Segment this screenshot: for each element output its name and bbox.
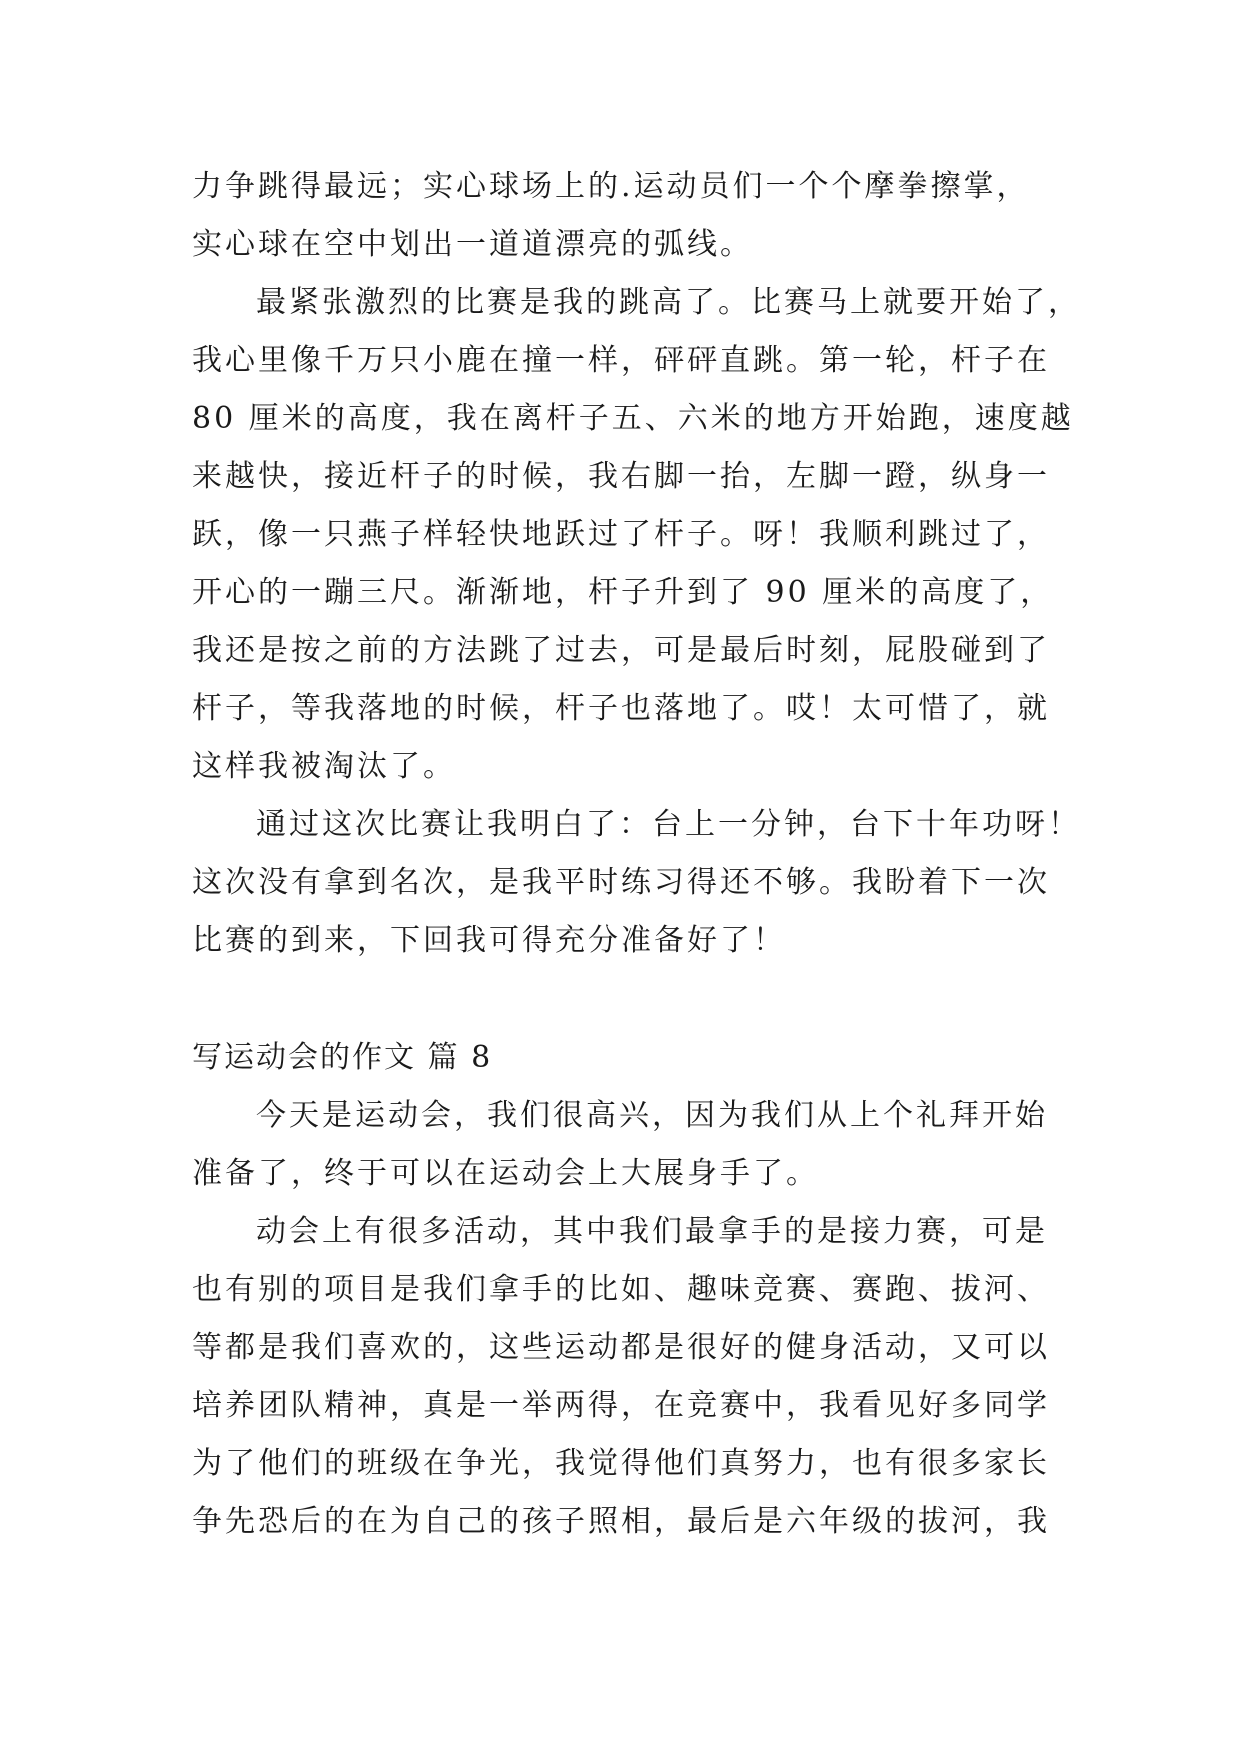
text-line: 动会上有很多活动，其中我们最拿手的是接力赛，可是: [256, 1214, 1048, 1249]
text-line: 开心的一蹦三尺。渐渐地，杆子升到了 90 厘米的高度了，: [192, 575, 1054, 610]
text-line: 今天是运动会，我们很高兴，因为我们从上个礼拜开始: [256, 1098, 1048, 1133]
text-line: 这样我被淘汰了。: [192, 749, 456, 784]
text-line: 80 厘米的高度，我在离杆子五、六米的地方开始跑，速度越: [192, 401, 1074, 436]
section-heading: 写运动会的作文 篇 8: [192, 1040, 493, 1075]
text-line: 我心里像千万只小鹿在撞一样，砰砰直跳。第一轮，杆子在: [192, 343, 1050, 378]
text-line: 这次没有拿到名次，是我平时练习得还不够。我盼着下一次: [192, 865, 1050, 900]
text-line: 力争跳得最远；实心球场上的.运动员们一个个摩拳擦掌，: [192, 169, 1030, 204]
text-line: 我还是按之前的方法跳了过去，可是最后时刻，屁股碰到了: [192, 633, 1050, 668]
text-line: 最紧张激烈的比赛是我的跳高了。比赛马上就要开始了，: [256, 285, 1081, 320]
text-line: 杆子，等我落地的时候，杆子也落地了。哎！太可惜了，就: [192, 691, 1050, 726]
text-line: 也有别的项目是我们拿手的比如、趣味竞赛、赛跑、拔河、: [192, 1272, 1050, 1307]
text-line: 跃，像一只燕子样轻快地跃过了杆子。呀！我顺利跳过了，: [192, 517, 1050, 552]
text-line: 争先恐后的在为自己的孩子照相，最后是六年级的拔河，我: [192, 1504, 1050, 1539]
text-line: 通过这次比赛让我明白了：台上一分钟，台下十年功呀！: [256, 807, 1081, 842]
text-line: 实心球在空中划出一道道漂亮的弧线。: [192, 227, 753, 262]
text-line: 为了他们的班级在争光，我觉得他们真努力，也有很多家长: [192, 1446, 1050, 1481]
text-line: 来越快，接近杆子的时候，我右脚一抬，左脚一蹬，纵身一: [192, 459, 1050, 494]
text-line: 等都是我们喜欢的，这些运动都是很好的健身活动，又可以: [192, 1330, 1050, 1365]
text-line: 比赛的到来，下回我可得充分准备好了！: [192, 923, 786, 958]
text-line: 培养团队精神，真是一举两得，在竞赛中，我看见好多同学: [192, 1388, 1050, 1423]
text-line: 准备了，终于可以在运动会上大展身手了。: [192, 1156, 819, 1191]
